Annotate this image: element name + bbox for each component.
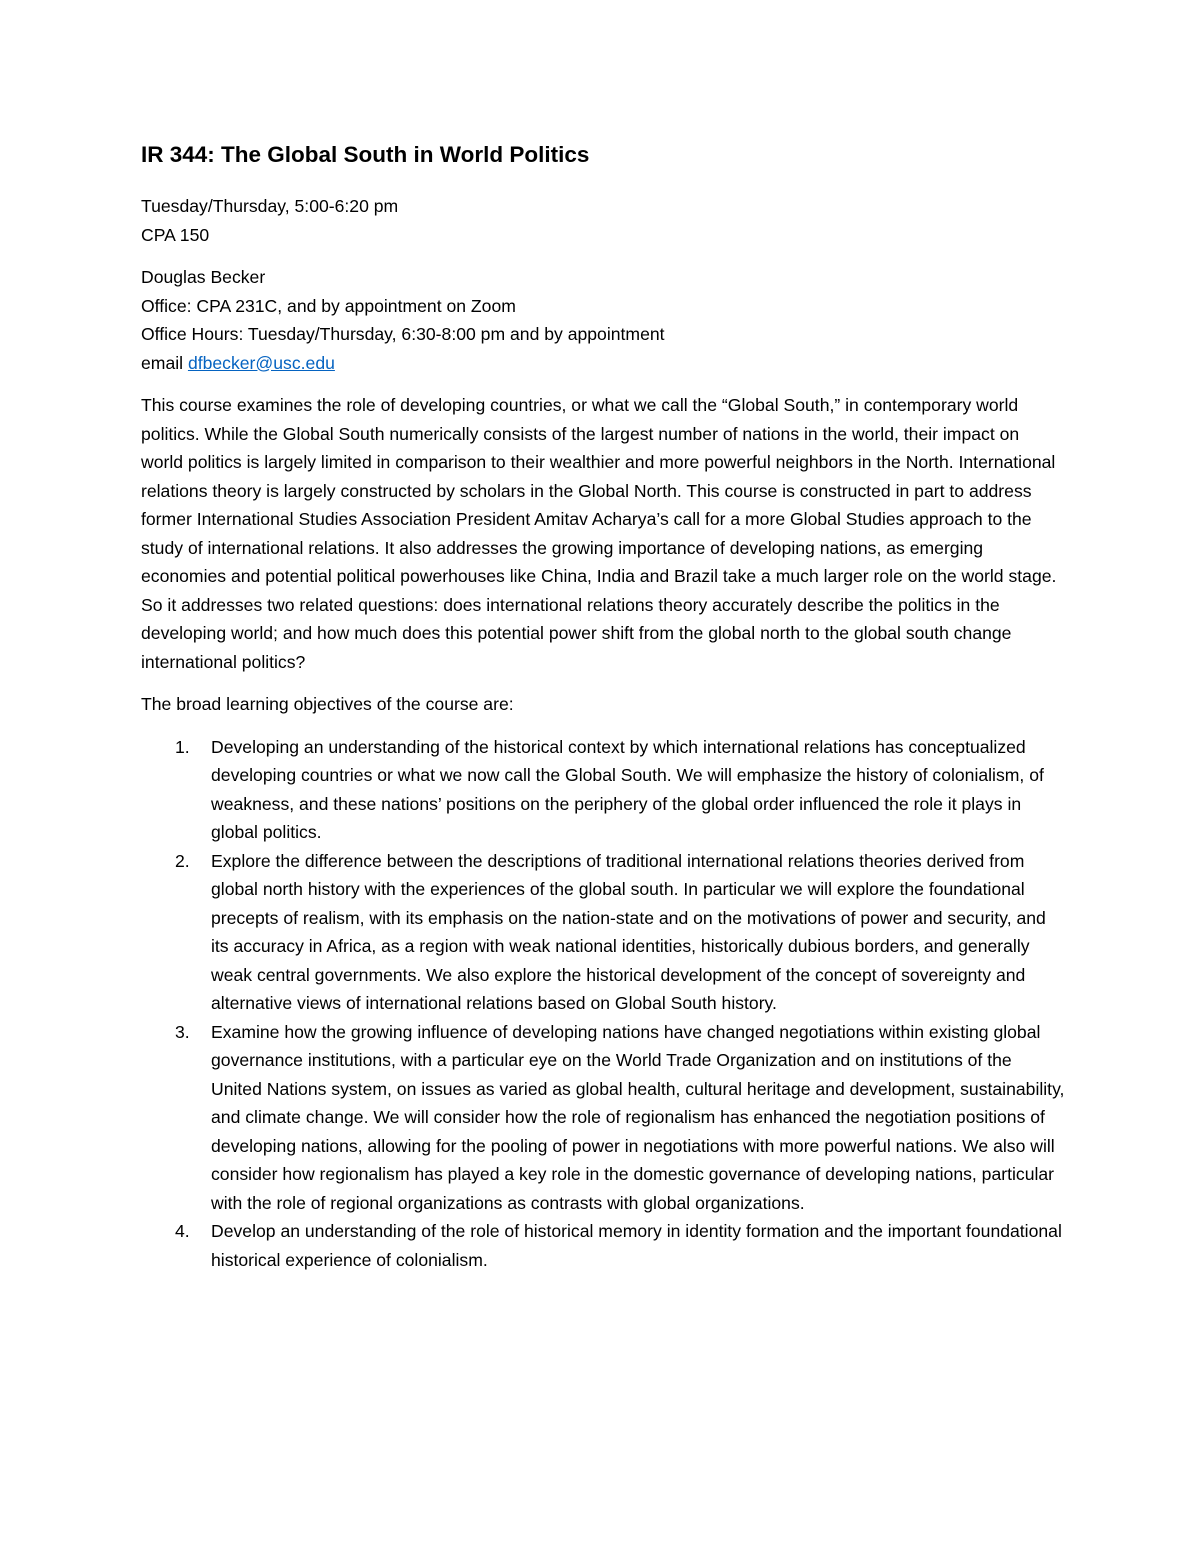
course-description: This course examines the role of developing countries, or what we call the “Global South,” in contemporary world politics. While the Global South numerically consists of the largest number of nations in the world, their impact on world politics is largely limited in comparison to their wealthier and more powerful neighbors in the North. International relations theory is largely constructed by scholars in the Global North. This course is constructed in part to address former International Studies Association President Amitav Acharya’s call for a more Global Studies approach to the study of international relations. It also addresses the growing importance of developing nations, as emerging economies and potential political powerhouses like China, India and Brazil take a much larger role on the world stage. So it addresses two related questions: does international relations theory accurately describe the politics in the developing world; and how much does this potential power shift from the global north to the global south change international politics? xyxy=(141,395,1057,672)
course-room: CPA 150 xyxy=(141,224,210,245)
syllabus-page xyxy=(141,140,1066,1274)
email-label: email xyxy=(141,352,188,373)
objective-item xyxy=(141,733,1066,847)
instructor-name: Douglas Becker xyxy=(141,267,266,287)
objectives-list xyxy=(141,733,1066,1275)
objective-number: 2. xyxy=(175,850,190,871)
objective-number: 3. xyxy=(175,1021,190,1042)
objective-item xyxy=(141,847,1066,1018)
course-title: IR 344: The Global South in World Politics xyxy=(141,142,590,167)
objective-text: Developing an understanding of the historical context by which international relations has conceptualized developing countries or what we now call the Global South. We will emphasize the history of colonialism, of weakness, and these nations’ positions on the periphery of the global order influenced the role it plays in global politics. xyxy=(211,736,1044,842)
instructor-info xyxy=(141,263,1066,377)
objective-number: 4. xyxy=(175,1221,190,1241)
objective-item xyxy=(141,1217,1066,1274)
instructor-office-hours: Office Hours: Tuesday/Thursday, 6:30-8:00 pm and by appointment xyxy=(141,324,665,344)
objective-number: 1. xyxy=(175,736,190,757)
objective-text: Examine how the growing influence of developing nations have changed negotiations within existing global governance institutions, with a particular eye on the World Trade Organization and on institutions of the United Nations system, on issues as varied as global health, cultural heritage and development, sustainability, and climate change. We will consider how the role of regionalism has enhanced the negotiation positions of developing nations, allowing for the pooling of power in negotiations with more powerful nations. We also will consider how regionalism has played a key role in the domestic governance of developing nations, particular with the role of regional organizations as contrasts with global organizations. xyxy=(211,1021,1065,1213)
course-meeting-info xyxy=(141,192,1066,249)
email-link[interactable]: dfbecker@usc.edu xyxy=(187,352,335,373)
course-schedule: Tuesday/Thursday, 5:00-6:20 pm xyxy=(141,196,399,216)
instructor-office: Office: CPA 231C, and by appointment on Zoom xyxy=(141,295,516,316)
objective-text: Develop an understanding of the role of historical memory in identity formation and the important foundational historical experience of colonialism. xyxy=(211,1221,1062,1270)
objectives-intro: The broad learning objectives of the course are: xyxy=(141,694,514,714)
objective-item xyxy=(141,1018,1066,1218)
objective-text: Explore the difference between the descriptions of traditional international relations theories derived from global north history with the experiences of the global south. In particular we will explore the foundational precepts of realism, with its emphasis on the nation-state and on the motivations of power and security, and its accuracy in Africa, as a region with weak national identities, historically dubious borders, and generally weak central governments. We also explore the historical development of the concept of sovereignty and alternative views of international relations based on Global South history. xyxy=(211,850,1046,1013)
instructor-email-line xyxy=(141,349,1066,378)
